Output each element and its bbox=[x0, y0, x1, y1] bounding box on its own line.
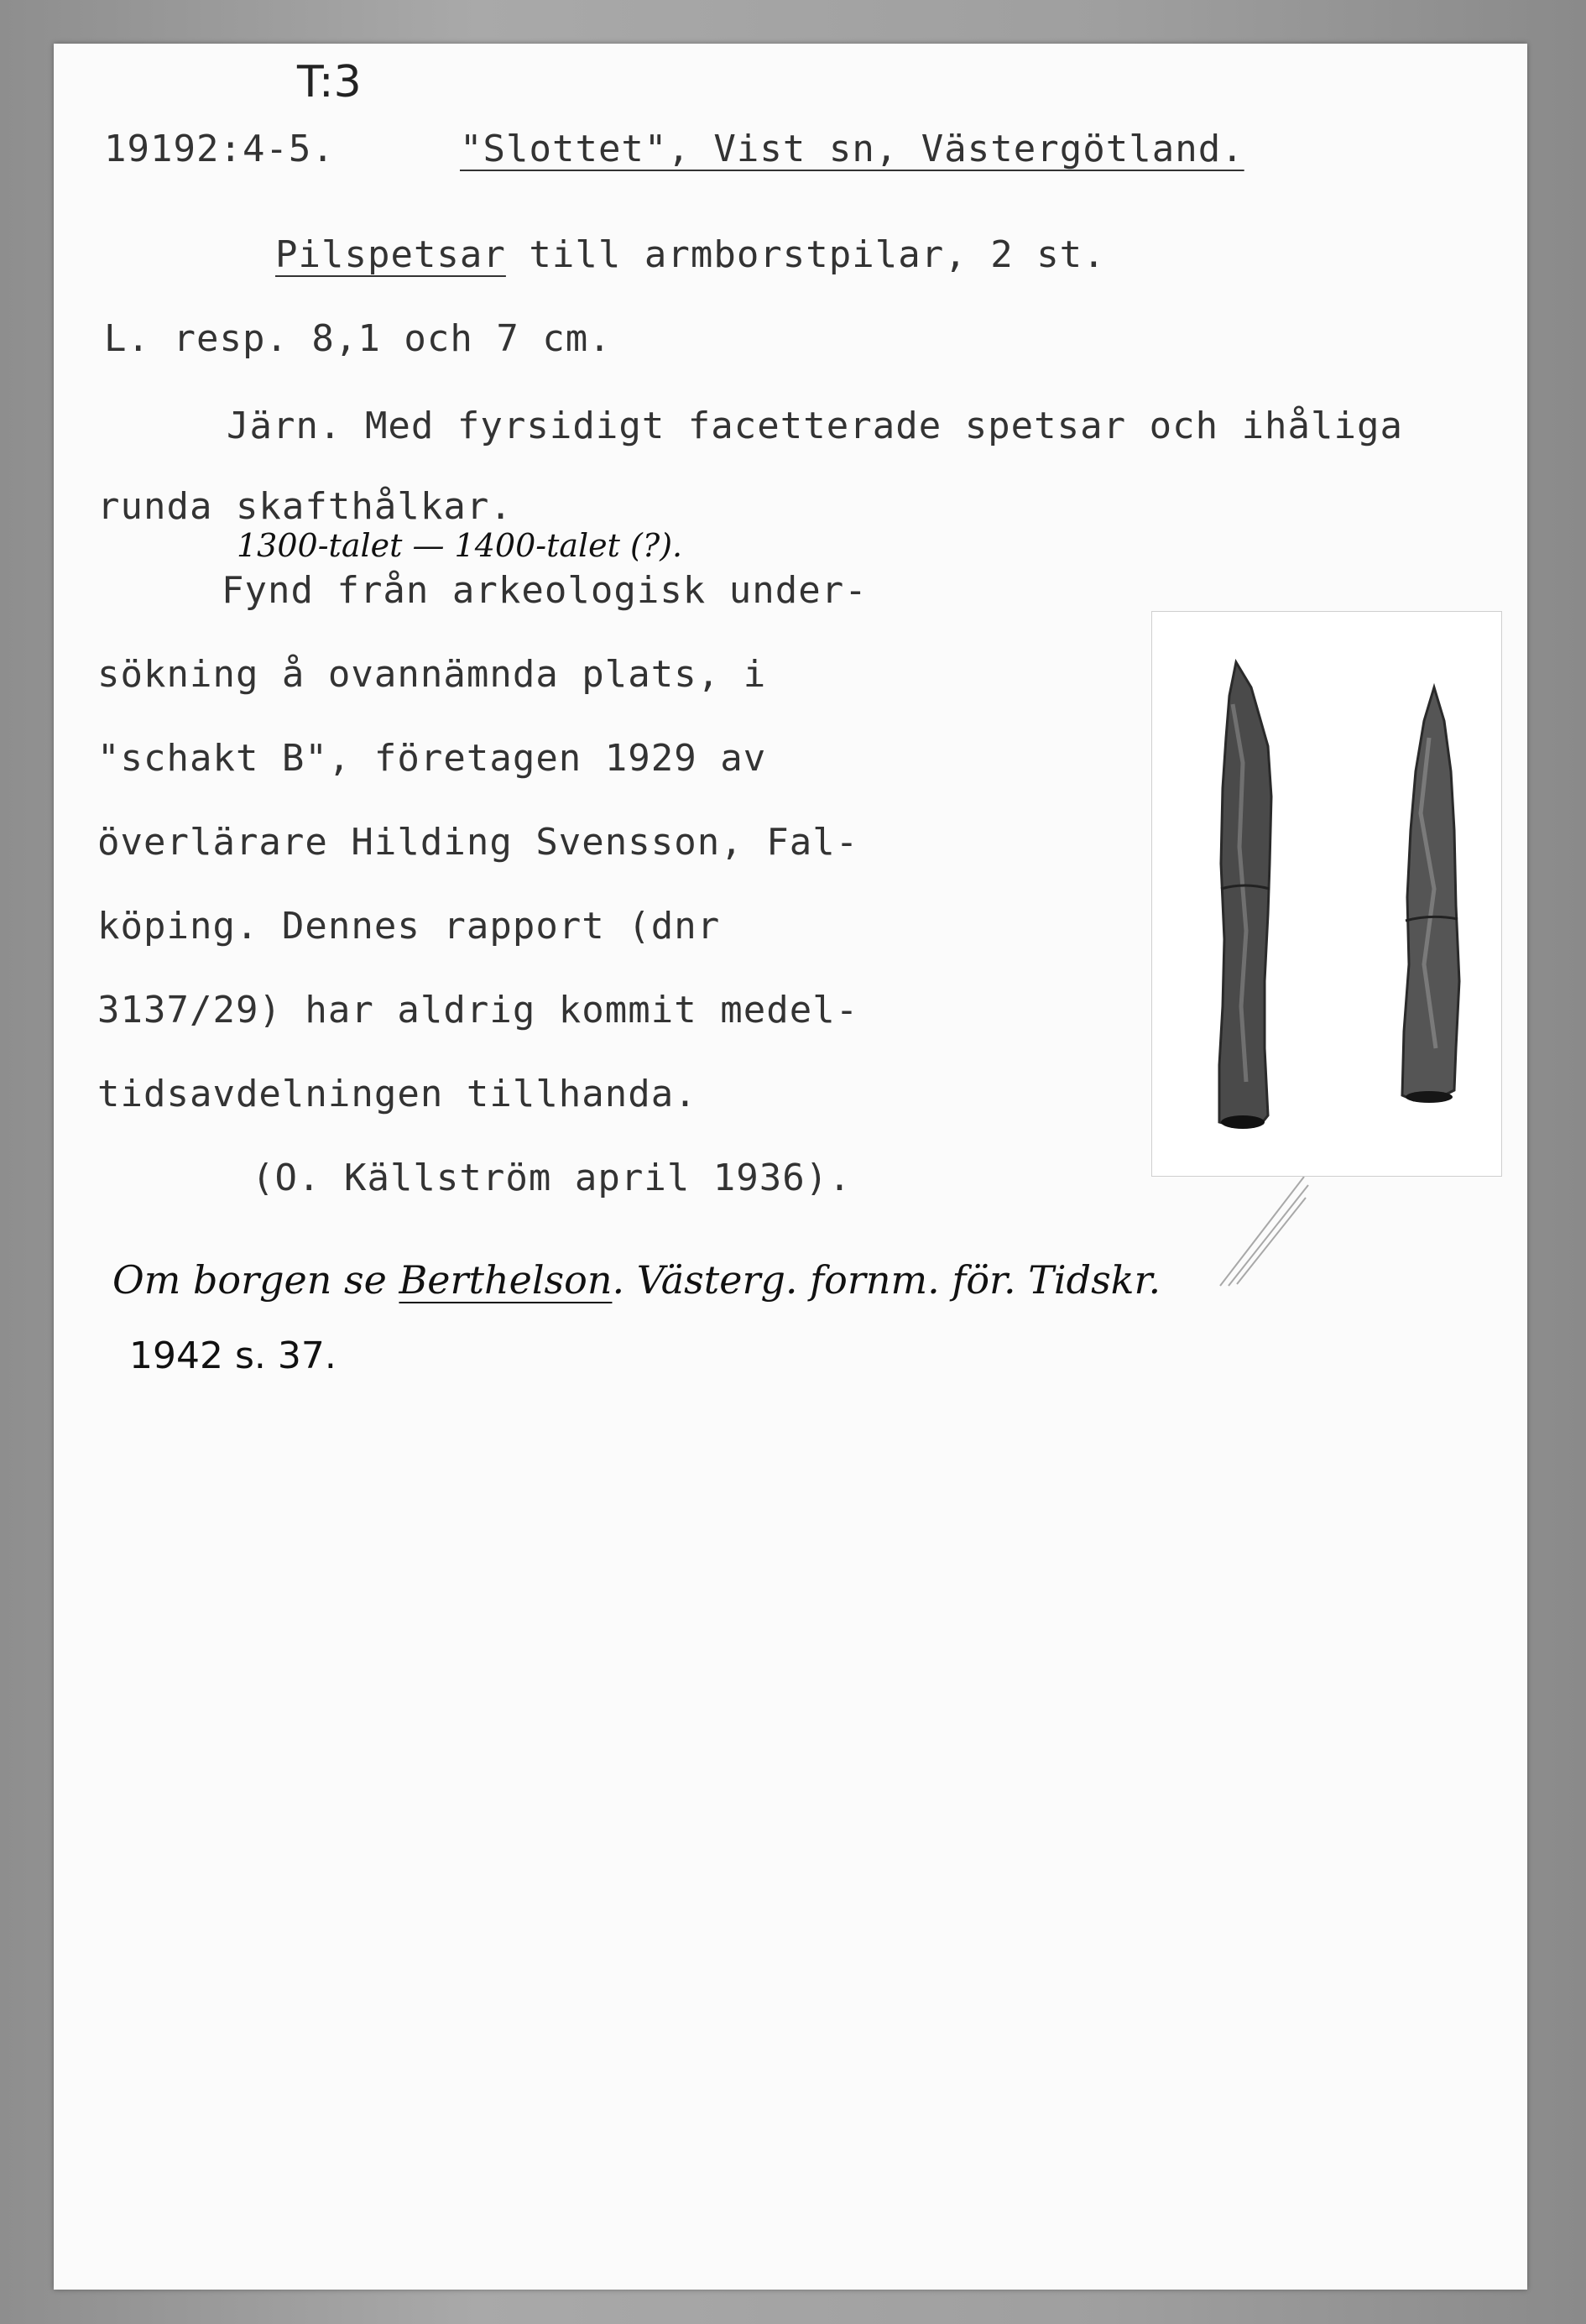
handwritten-note-line-1 bbox=[112, 1257, 1161, 1303]
find-line-3: "schakt B", företagen 1929 av bbox=[97, 737, 767, 780]
material-line-1: Järn. Med fyrsidigt facetterade spetsar och ihåliga bbox=[227, 405, 1404, 447]
find-line-7: tidsavdelningen tillhanda. bbox=[97, 1073, 697, 1115]
find-line-5: köping. Dennes rapport (dnr bbox=[97, 905, 721, 948]
dimensions: L. resp. 8,1 och 7 cm. bbox=[104, 317, 612, 360]
catalog-number: 19192:4-5. bbox=[104, 128, 335, 170]
object-title-lead: Pilspetsar bbox=[275, 233, 506, 276]
material-line-2: runda skafthålkar. bbox=[97, 485, 513, 528]
handwritten-code: T:3 bbox=[297, 57, 362, 107]
find-line-6: 3137/29) har aldrig kommit medel- bbox=[97, 989, 859, 1031]
pen-scribble bbox=[1212, 1168, 1312, 1294]
find-line-1: Fynd från arkeologisk under- bbox=[222, 569, 868, 612]
note-author: Berthelson bbox=[399, 1257, 613, 1303]
object-title bbox=[275, 233, 1106, 276]
arrowheads-photo bbox=[1151, 611, 1502, 1177]
note-lead: Om borgen se bbox=[112, 1257, 387, 1303]
find-line-4: överlärare Hilding Svensson, Fal- bbox=[97, 821, 859, 864]
catalog-card bbox=[54, 44, 1527, 2290]
object-title-rest: till armborstpilar, 2 st. bbox=[529, 233, 1106, 276]
arrowhead-left bbox=[1219, 662, 1271, 1129]
dating-note: 1300-talet — 1400-talet (?). bbox=[237, 527, 683, 564]
note-reference: . Västerg. fornm. för. Tidskr. bbox=[612, 1257, 1161, 1303]
find-location: "Slottet", Vist sn, Västergötland. bbox=[460, 128, 1244, 170]
handwritten-note-line-2: 1942 s. 37. bbox=[129, 1334, 337, 1377]
signature: (O. Källström april 1936). bbox=[252, 1157, 852, 1199]
arrowhead-right bbox=[1402, 687, 1459, 1103]
find-line-2: sökning å ovannämnda plats, i bbox=[97, 653, 767, 696]
